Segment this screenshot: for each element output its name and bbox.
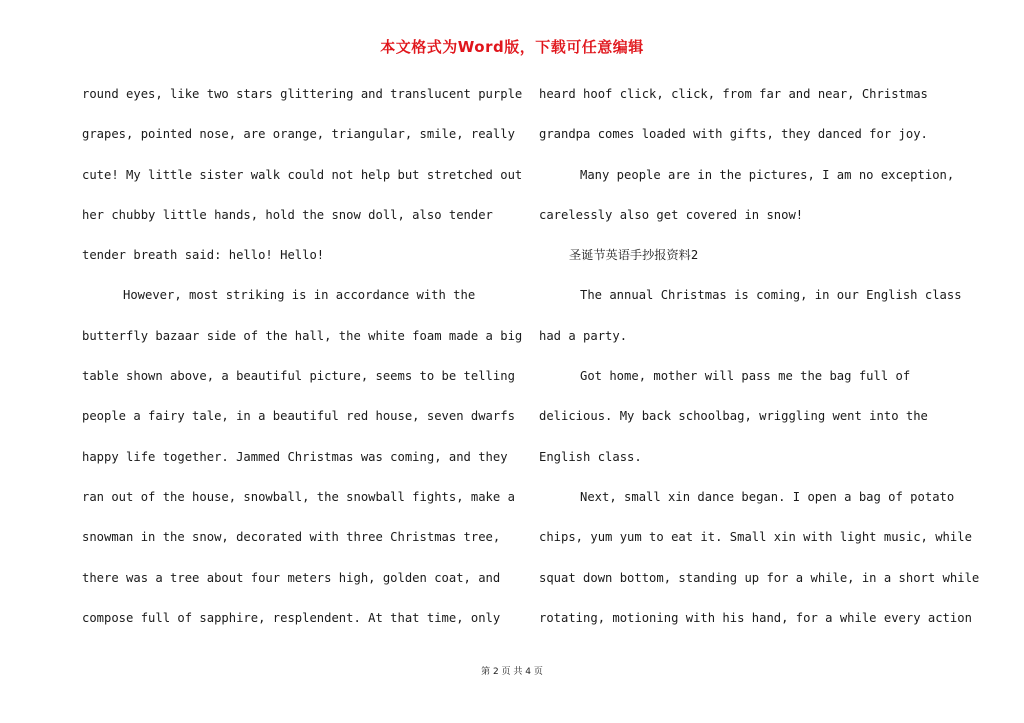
- text-line: grapes, pointed nose, are orange, triangular, smile, really: [82, 127, 515, 142]
- text-line: rotating, motioning with his hand, for a while every action: [539, 610, 972, 625]
- text-line: delicious. My back schoolbag, wriggling went into the: [539, 409, 928, 424]
- text-line: butterfly bazaar side of the hall, the white foam made a big: [82, 328, 523, 343]
- section-heading: 圣诞节英语手抄报资料2: [569, 248, 699, 263]
- text-line: squat down bottom, standing up for a while, in a short while: [539, 570, 980, 585]
- text-line: had a party.: [539, 328, 628, 343]
- text-line: Got home, mother will pass me the bag full of: [580, 369, 911, 384]
- left-text-column: [82, 80, 522, 644]
- document-banner: 本文格式为Word版，下载可任意编辑: [380, 38, 644, 56]
- text-line: Next, small xin dance began. I open a bag of potato: [580, 489, 955, 504]
- text-line: her chubby little hands, hold the snow doll, also tender: [82, 207, 493, 222]
- text-line: table shown above, a beautiful picture, seems to be telling: [82, 369, 515, 384]
- text-line: snowman in the snow, decorated with three Christmas tree,: [82, 530, 501, 545]
- page-number: 第 2 页 共 4 页: [481, 667, 543, 677]
- text-line: However, most striking is in accordance with the: [123, 288, 476, 303]
- text-line: compose full of sapphire, resplendent. At that time, only: [82, 610, 501, 625]
- text-line: Many people are in the pictures, I am no exception,: [580, 167, 955, 182]
- text-line: there was a tree about four meters high, golden coat, and: [82, 570, 501, 585]
- text-line: heard hoof click, click, from far and near, Christmas: [539, 87, 928, 101]
- text-line: grandpa comes loaded with gifts, they danced for joy.: [539, 127, 928, 142]
- text-line: English class.: [539, 449, 642, 464]
- text-line: ran out of the house, snowball, the snowball fights, make a: [82, 489, 515, 504]
- text-line: happy life together. Jammed Christmas was coming, and they: [82, 449, 508, 464]
- text-line: The annual Christmas is coming, in our English class: [580, 288, 962, 303]
- text-line: round eyes, like two stars glittering and translucent purple: [82, 87, 523, 101]
- right-text-column: [539, 80, 980, 644]
- text-line: people a fairy tale, in a beautiful red house, seven dwarfs: [82, 409, 515, 424]
- text-line: cute! My little sister walk could not help but stretched out: [82, 167, 523, 182]
- text-line: chips, yum yum to eat it. Small xin with light music, while: [539, 530, 972, 545]
- text-line: tender breath said: hello! Hello!: [82, 248, 325, 263]
- text-line: carelessly also get covered in snow!: [539, 207, 804, 222]
